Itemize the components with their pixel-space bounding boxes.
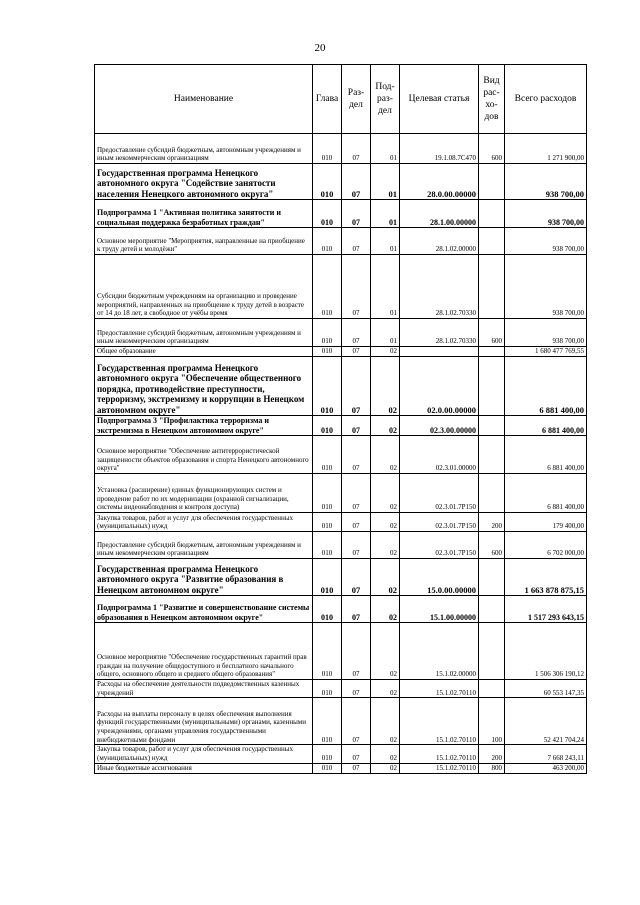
- row-total: 6 702 000,00: [505, 532, 587, 559]
- row-chapter: 010: [313, 623, 342, 680]
- row-name: Субсидии бюджетным учреждениям на организацию и проведение мероприятий, направленных на приобщение к труду детей в возрасте от 14 до 18 лет, в свободное от учёбы время: [95, 255, 313, 319]
- header-section: Раз-дел: [342, 65, 371, 134]
- row-exp-type: 600: [479, 134, 505, 164]
- row-subsection: 01: [371, 228, 400, 255]
- row-exp-type: [479, 436, 505, 474]
- table-row: [95, 164, 587, 200]
- row-target: 28.1.02.00000: [400, 228, 479, 255]
- row-target: 02.3.01.7Р150: [400, 513, 479, 532]
- row-subsection: 02: [371, 416, 400, 436]
- table-row: [95, 416, 587, 436]
- row-name: Основное мероприятие "Обеспечение антитеррористической защищенности объектов образования и спорта Ненецкого автономного округа": [95, 436, 313, 474]
- header-total: Всего расходов: [505, 65, 587, 134]
- row-name: Закупка товаров, работ и услуг для обеспечения государственных (муниципальных) нужд: [95, 745, 313, 763]
- row-exp-type: [479, 228, 505, 255]
- row-target: 15.0.00.00000: [400, 559, 479, 596]
- row-section: 07: [342, 416, 371, 436]
- row-name: Подпрограмма 3 "Профилактика терроризма и экстремизма в Ненецком автономном округе": [95, 416, 313, 436]
- row-target: 02.3.00.00000: [400, 416, 479, 436]
- row-chapter: 010: [313, 228, 342, 255]
- header-name: Наименование: [95, 65, 313, 134]
- row-subsection: 02: [371, 680, 400, 698]
- row-total: 6 881 400,00: [505, 474, 587, 513]
- row-total: 1 506 306 190,12: [505, 623, 587, 680]
- row-section: 07: [342, 532, 371, 559]
- row-total: 179 400,00: [505, 513, 587, 532]
- row-name: Подпрограмма 1 "Активная политика занятости и социальная поддержка безработных граждан": [95, 200, 313, 228]
- row-subsection: 02: [371, 596, 400, 623]
- row-subsection: 02: [371, 474, 400, 513]
- row-exp-type: 200: [479, 513, 505, 532]
- row-name: Расходы на выплаты персоналу в целях обеспечения выполнения функций государственными (муниципальными) органами, казенными учреждениями, органами управления государственными внебюджетными фондами: [95, 698, 313, 745]
- row-section: 07: [342, 319, 371, 347]
- row-target: 28.1.02.70330: [400, 255, 479, 319]
- row-total: 938 700,00: [505, 319, 587, 347]
- row-chapter: 010: [313, 134, 342, 164]
- row-target: 28.0.00.00000: [400, 164, 479, 200]
- row-name: Основное мероприятие "Мероприятия, направленные на приобщение к труду детей и молодёжи": [95, 228, 313, 255]
- table-row: [95, 474, 587, 513]
- row-subsection: 02: [371, 745, 400, 763]
- table-row: [95, 347, 587, 357]
- row-total: 1 663 878 875,15: [505, 559, 587, 596]
- row-exp-type: 600: [479, 319, 505, 347]
- row-name: Основное мероприятие "Обеспечение государственных гарантий прав граждан на получение общедоступного и бесплатного начального общего, основного общего и среднего общего образования": [95, 623, 313, 680]
- row-total: 6 881 400,00: [505, 436, 587, 474]
- row-section: 07: [342, 745, 371, 763]
- row-target: 19.1.08.7С470: [400, 134, 479, 164]
- row-target: 02.0.00.00000: [400, 357, 479, 416]
- row-name: Подпрограмма 1 "Развитие и совершенствование системы образования в Ненецком автономном округе": [95, 596, 313, 623]
- row-subsection: 02: [371, 763, 400, 773]
- row-target: 28.1.00.00000: [400, 200, 479, 228]
- row-target: 15.1.02.00000: [400, 623, 479, 680]
- row-section: 07: [342, 228, 371, 255]
- row-total: 1 271 900,00: [505, 134, 587, 164]
- row-target: 15.1.00.00000: [400, 596, 479, 623]
- row-name: Государственная программа Ненецкого автономного округа "Обеспечение общественного порядка, противодействие преступности, терроризму, экстремизму и коррупции в Ненецком автономном округе": [95, 357, 313, 416]
- row-exp-type: [479, 255, 505, 319]
- row-chapter: 010: [313, 255, 342, 319]
- row-subsection: 01: [371, 134, 400, 164]
- row-total: 60 553 147,35: [505, 680, 587, 698]
- table-row: [95, 134, 587, 164]
- row-name: Государственная программа Ненецкого автономного округа "Содействие занятости населения Ненецкого автономного округа": [95, 164, 313, 200]
- header-chapter: Глава: [313, 65, 342, 134]
- row-section: 07: [342, 164, 371, 200]
- row-section: 07: [342, 763, 371, 773]
- row-name: Предоставление субсидий бюджетным, автономным учреждениям и иным некоммерческим организациям: [95, 532, 313, 559]
- row-exp-type: [479, 559, 505, 596]
- row-chapter: 010: [313, 319, 342, 347]
- row-section: 07: [342, 134, 371, 164]
- row-target: 15.1.02.70110: [400, 680, 479, 698]
- row-total: 938 700,00: [505, 200, 587, 228]
- table-row: [95, 319, 587, 347]
- table-row: [95, 763, 587, 773]
- row-subsection: 01: [371, 319, 400, 347]
- row-section: 07: [342, 474, 371, 513]
- row-chapter: 010: [313, 532, 342, 559]
- row-name: Закупка товаров, работ и услуг для обеспечения государственных (муниципальных) нужд: [95, 513, 313, 532]
- row-section: 07: [342, 347, 371, 357]
- row-chapter: 010: [313, 680, 342, 698]
- table-row: [95, 436, 587, 474]
- row-chapter: 010: [313, 474, 342, 513]
- row-exp-type: [479, 416, 505, 436]
- row-section: 07: [342, 436, 371, 474]
- row-subsection: 02: [371, 623, 400, 680]
- row-total: 6 881 400,00: [505, 416, 587, 436]
- page-number: 20: [314, 42, 326, 54]
- row-name: Предоставление субсидий бюджетным, автономным учреждениям и иным некоммерческим организациям: [95, 134, 313, 164]
- table-row: [95, 200, 587, 228]
- row-name: Предоставление субсидий бюджетным, автономным учреждениям и иным некоммерческим организациям: [95, 319, 313, 347]
- row-exp-type: 200: [479, 745, 505, 763]
- row-total: 938 700,00: [505, 164, 587, 200]
- row-subsection: 02: [371, 698, 400, 745]
- row-subsection: 01: [371, 200, 400, 228]
- row-exp-type: [479, 596, 505, 623]
- table-row: [95, 357, 587, 416]
- budget-table: [94, 64, 587, 774]
- row-subsection: 02: [371, 532, 400, 559]
- row-section: 07: [342, 698, 371, 745]
- row-section: 07: [342, 559, 371, 596]
- row-target: 15.1.02.70110: [400, 698, 479, 745]
- row-subsection: 02: [371, 559, 400, 596]
- row-section: 07: [342, 255, 371, 319]
- row-chapter: 010: [313, 763, 342, 773]
- row-exp-type: [479, 164, 505, 200]
- row-total: 6 881 400,00: [505, 357, 587, 416]
- table-row: [95, 698, 587, 745]
- row-total: 938 700,00: [505, 228, 587, 255]
- header-exp-type: Вид рас-хо-дов: [479, 65, 505, 134]
- row-chapter: 010: [313, 513, 342, 532]
- row-subsection: 02: [371, 436, 400, 474]
- table-row: [95, 532, 587, 559]
- row-section: 07: [342, 513, 371, 532]
- header-subsection: Под-раз-дел: [371, 65, 400, 134]
- row-chapter: 010: [313, 416, 342, 436]
- row-chapter: 010: [313, 436, 342, 474]
- table-row: [95, 513, 587, 532]
- row-chapter: 010: [313, 596, 342, 623]
- row-target: 02.3.01.00000: [400, 436, 479, 474]
- row-target: 15.1.02.70110: [400, 763, 479, 773]
- row-section: 07: [342, 623, 371, 680]
- row-chapter: 010: [313, 698, 342, 745]
- row-subsection: 01: [371, 164, 400, 200]
- row-chapter: 010: [313, 164, 342, 200]
- row-target: 28.1.02.70330: [400, 319, 479, 347]
- row-total: 1 517 293 643,15: [505, 596, 587, 623]
- row-exp-type: [479, 200, 505, 228]
- row-name: Расходы на обеспечение деятельности подведомственных казенных учреждений: [95, 680, 313, 698]
- row-target: [400, 347, 479, 357]
- row-chapter: 010: [313, 200, 342, 228]
- row-subsection: 01: [371, 255, 400, 319]
- row-chapter: 010: [313, 559, 342, 596]
- row-chapter: 010: [313, 357, 342, 416]
- table-row: [95, 255, 587, 319]
- row-total: 52 421 704,24: [505, 698, 587, 745]
- row-chapter: 010: [313, 745, 342, 763]
- header-row: [95, 65, 587, 134]
- row-section: 07: [342, 200, 371, 228]
- table-row: [95, 228, 587, 255]
- table-row: [95, 596, 587, 623]
- row-name: Установка (расширение) единых функционирующих систем и проведение работ по их модернизации (охранной сигнализации, системы видеонаблюдения и контроля доступа): [95, 474, 313, 513]
- row-target: 02.3.01.7Р150: [400, 474, 479, 513]
- row-exp-type: [479, 680, 505, 698]
- row-exp-type: [479, 347, 505, 357]
- row-chapter: 010: [313, 347, 342, 357]
- row-total: 938 700,00: [505, 255, 587, 319]
- row-subsection: 02: [371, 357, 400, 416]
- row-exp-type: 100: [479, 698, 505, 745]
- row-exp-type: 800: [479, 763, 505, 773]
- row-subsection: 02: [371, 513, 400, 532]
- row-total: 7 668 243,11: [505, 745, 587, 763]
- row-name: Иные бюджетные ассигнования: [95, 763, 313, 773]
- row-target: 15.1.02.70110: [400, 745, 479, 763]
- table-row: [95, 745, 587, 763]
- table-row: [95, 680, 587, 698]
- row-total: 463 200,00: [505, 763, 587, 773]
- row-name: Общее образование: [95, 347, 313, 357]
- table-row: [95, 623, 587, 680]
- row-exp-type: [479, 474, 505, 513]
- row-section: 07: [342, 596, 371, 623]
- row-exp-type: [479, 357, 505, 416]
- row-target: 02.3.01.7Р150: [400, 532, 479, 559]
- row-section: 07: [342, 680, 371, 698]
- header-target: Целевая статья: [400, 65, 479, 134]
- table-row: [95, 559, 587, 596]
- row-section: 07: [342, 357, 371, 416]
- row-exp-type: 600: [479, 532, 505, 559]
- row-exp-type: [479, 623, 505, 680]
- row-total: 1 680 477 769,55: [505, 347, 587, 357]
- row-name: Государственная программа Ненецкого автономного округа "Развитие образования в Ненецком автономном округе": [95, 559, 313, 596]
- row-subsection: 02: [371, 347, 400, 357]
